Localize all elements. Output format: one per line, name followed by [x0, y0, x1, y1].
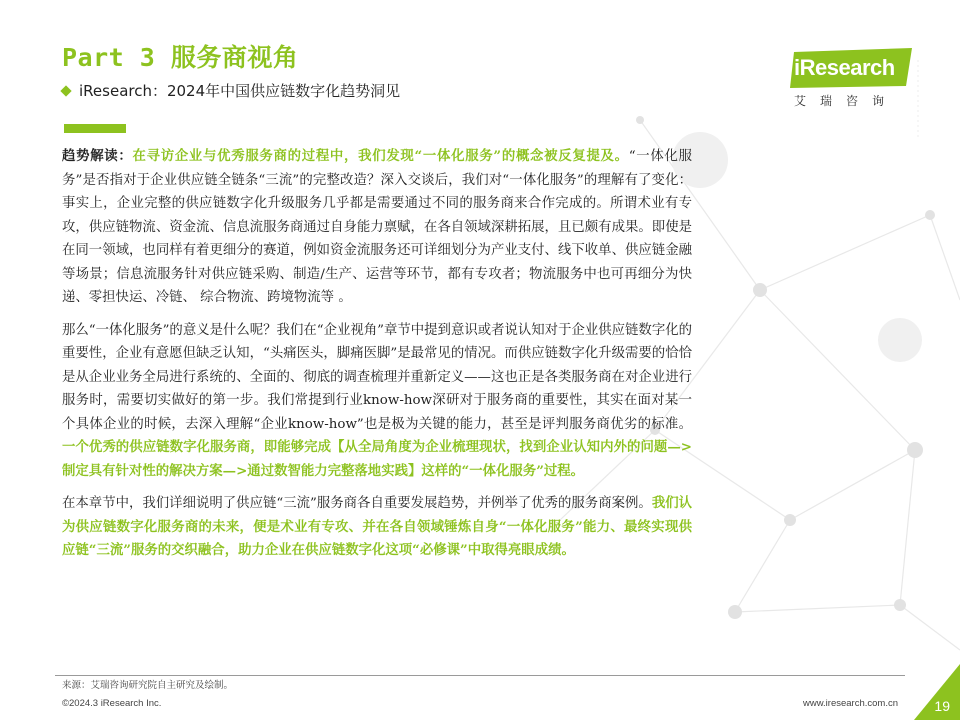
- logo-brand-text: iResearch: [794, 55, 895, 80]
- accent-bar: [64, 124, 126, 133]
- diamond-bullet-icon: [60, 85, 71, 96]
- paragraph-2-highlight: 一个优秀的供应链数字化服务商，即能够完成【从全局角度为企业梳理现状，找到企业认知内外的问题—>制定具有针对性的解决方案—>通过数智能力完整落地实践】这样的“一体化服务”过程。: [62, 439, 692, 479]
- footer-divider: [55, 675, 905, 676]
- copyright-text: ©2024.3 iResearch Inc.: [62, 698, 162, 709]
- trend-analysis-body: [62, 145, 692, 572]
- paragraph-3-text: 在本章节中，我们详细说明了供应链“三流”服务商各自重要发展趋势，并例举了优秀的服务商案例。: [62, 496, 652, 511]
- logo-mark: [790, 48, 914, 88]
- report-subtitle: [62, 80, 400, 101]
- paragraph-1-highlight: 在寻访企业与优秀服务商的过程中，我们发现“一体化服务”的概念被反复提及。: [132, 148, 629, 164]
- page-number: 19: [934, 698, 950, 714]
- paragraph-3-highlight: 我们认为供应链数字化服务商的未来，便是术业有专攻、并在各自领域锤炼自身“一体化服务”能力、最终实现供应链“三流”服务的交织融合，助力企业在供应链数字化这项“必修课”中取得亮眼成绩。: [62, 495, 692, 558]
- page-title: Part 3 服务商视角: [62, 43, 299, 72]
- website-link[interactable]: www.iresearch.com.cn: [802, 698, 898, 709]
- paragraph-1-text: “一体化服务”是否指对于企业供应链全链条“三流”的完整改造？深入交谈后，我们对“一体化服务”的理解有了变化：事实上，企业完整的供应链数字化升级服务几乎都是需要通过不同的服务商来合作完成的。所谓术业有专攻，供应链物流、资金流、信息流服务商通过自身能力禀赋，在各自领域深耕拓展，且已颇有成果。即使是在同一领域，也同样有着更细分的赛道，例如资金流服务还可详细划分为产业支付、线下收单、供应链金融等场景；信息流服务针对供应链采购、制造/生产、运营等环节，都有专攻者；物流服务中也可再细分为快递、零担快运、冷链、 综合物流、跨境物流等 。: [62, 149, 692, 305]
- paragraph-2-text: 那么“一体化服务”的意义是什么呢？我们在“企业视角”章节中提到意识或者说认知对于企业供应链数字化的重要性，企业有意愿但缺乏认知，“头痛医头，脚痛医脚”是最常见的情况。而供应链数字化升级需要的恰恰是从企业业务全局进行系统的、全面的、彻底的调查梳理并重新定义——这也正是各类服务商在对企业进行服务时，需要切实做好的第一步。我们常提到行业know-how深研对于服务商的重要性，其实在面对某一个具体企业的时候，去深入理解“企业know-how”也是极为关键的能力，甚至是评判服务商优劣的标准。: [62, 322, 692, 432]
- trend-lead-label: 趋势解读：: [62, 148, 133, 164]
- paragraph-3: [62, 492, 692, 563]
- paragraph-1: [62, 145, 692, 310]
- subtitle-text: iResearch：2024年中国供应链数字化趋势洞见: [79, 82, 401, 100]
- logo-brand-cn: 艾瑞咨询: [794, 94, 899, 108]
- source-note: 来源：艾瑞咨询研究院自主研究及绘制。: [62, 680, 234, 691]
- paragraph-2: [62, 319, 692, 484]
- iresearch-logo: [790, 48, 918, 109]
